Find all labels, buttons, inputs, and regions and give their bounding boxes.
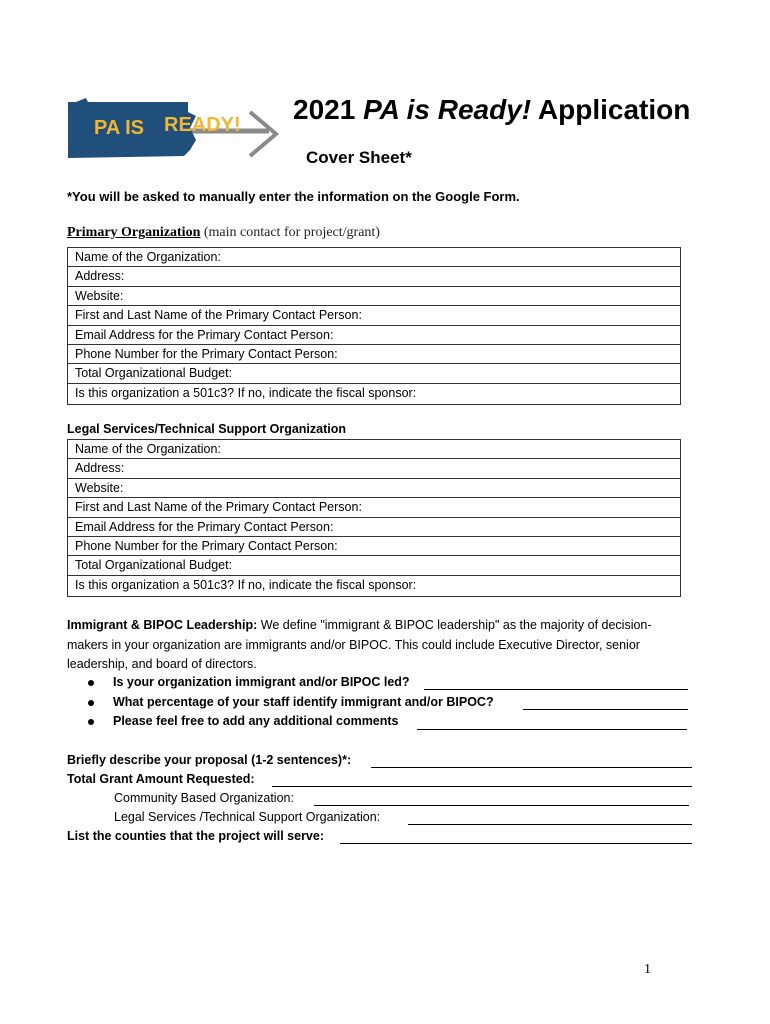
table-row[interactable]: Email Address for the Primary Contact Person: xyxy=(68,518,680,537)
comments-answer-line[interactable] xyxy=(417,729,687,730)
bullet-icon xyxy=(88,680,94,686)
logo-text-right: READY! xyxy=(164,114,241,136)
bullet-text: Please feel free to add any additional comments xyxy=(113,714,399,728)
primary-org-heading xyxy=(67,225,380,241)
table-row[interactable]: Is this organization a 501c3? If no, indicate the fiscal sponsor: xyxy=(75,577,417,592)
table-row[interactable]: Name of the Organization: xyxy=(68,440,680,459)
staff-percentage-answer-line[interactable] xyxy=(523,709,688,710)
legal-amount-line[interactable] xyxy=(408,824,692,825)
bullet-icon xyxy=(88,700,94,706)
proposal-description-line[interactable] xyxy=(371,767,692,768)
title-rest: Application xyxy=(537,94,691,125)
table-row[interactable]: Address: xyxy=(68,459,680,478)
page-title xyxy=(293,94,690,126)
immigrant-bipoc-lead: Immigrant & BIPOC Leadership: xyxy=(67,618,258,632)
primary-org-table xyxy=(67,247,681,405)
logo-text-left: PA IS xyxy=(94,117,145,139)
bipoc-led-answer-line[interactable] xyxy=(424,689,688,690)
table-row[interactable]: Phone Number for the Primary Contact Person: xyxy=(68,345,680,364)
legal-org-table xyxy=(67,439,681,597)
title-year: 2021 xyxy=(293,94,356,125)
grant-amount-label: Total Grant Amount Requested: xyxy=(67,772,255,786)
bullet-text: What percentage of your staff identify immigrant and/or BIPOC? xyxy=(113,695,494,709)
table-row[interactable]: Website: xyxy=(68,479,680,498)
page-number: 1 xyxy=(644,962,651,977)
google-form-note: *You will be asked to manually enter the information on the Google Form. xyxy=(67,189,520,204)
legal-org-heading: Legal Services/Technical Support Organization xyxy=(67,422,347,436)
counties-line[interactable] xyxy=(340,843,692,844)
table-row[interactable]: Address: xyxy=(68,267,680,286)
table-row[interactable]: First and Last Name of the Primary Contact Person: xyxy=(68,306,680,325)
cbo-amount-label: Community Based Organization: xyxy=(114,791,294,805)
primary-org-title: Primary Organization xyxy=(67,225,201,240)
title-italic: PA is Ready! xyxy=(363,94,532,125)
table-row[interactable]: Website: xyxy=(68,287,680,306)
table-row[interactable]: Is this organization a 501c3? If no, indicate the fiscal sponsor: xyxy=(75,385,417,400)
immigrant-bipoc-text: We define "immigrant & BIPOC leadership" as the majority of decision-makers in your organization are immigrants and/or BIPOC. This could include Executive Director, senior leadership, and board of directors. xyxy=(67,618,652,672)
subtitle: Cover Sheet* xyxy=(306,148,412,167)
cbo-amount-line[interactable] xyxy=(314,805,689,806)
table-row[interactable]: Total Organizational Budget: xyxy=(68,364,680,383)
bullet-text: Is your organization immigrant and/or BIPOC led? xyxy=(113,675,410,689)
table-row[interactable]: Phone Number for the Primary Contact Person: xyxy=(68,537,680,556)
proposal-description-label: Briefly describe your proposal (1-2 sentences)*: xyxy=(67,753,352,767)
primary-org-paren: (main contact for project/grant) xyxy=(203,225,380,240)
table-row[interactable]: Name of the Organization: xyxy=(68,248,680,267)
pa-is-ready-logo xyxy=(64,98,284,164)
counties-label: List the counties that the project will serve: xyxy=(67,829,324,843)
legal-amount-label: Legal Services /Technical Support Organization: xyxy=(114,810,381,824)
table-row[interactable]: Email Address for the Primary Contact Person: xyxy=(68,326,680,345)
bullet-icon xyxy=(88,719,94,725)
table-row[interactable]: First and Last Name of the Primary Contact Person: xyxy=(68,498,680,517)
immigrant-bipoc-paragraph xyxy=(67,616,677,675)
table-row[interactable]: Total Organizational Budget: xyxy=(68,556,680,575)
grant-amount-line[interactable] xyxy=(272,786,692,787)
